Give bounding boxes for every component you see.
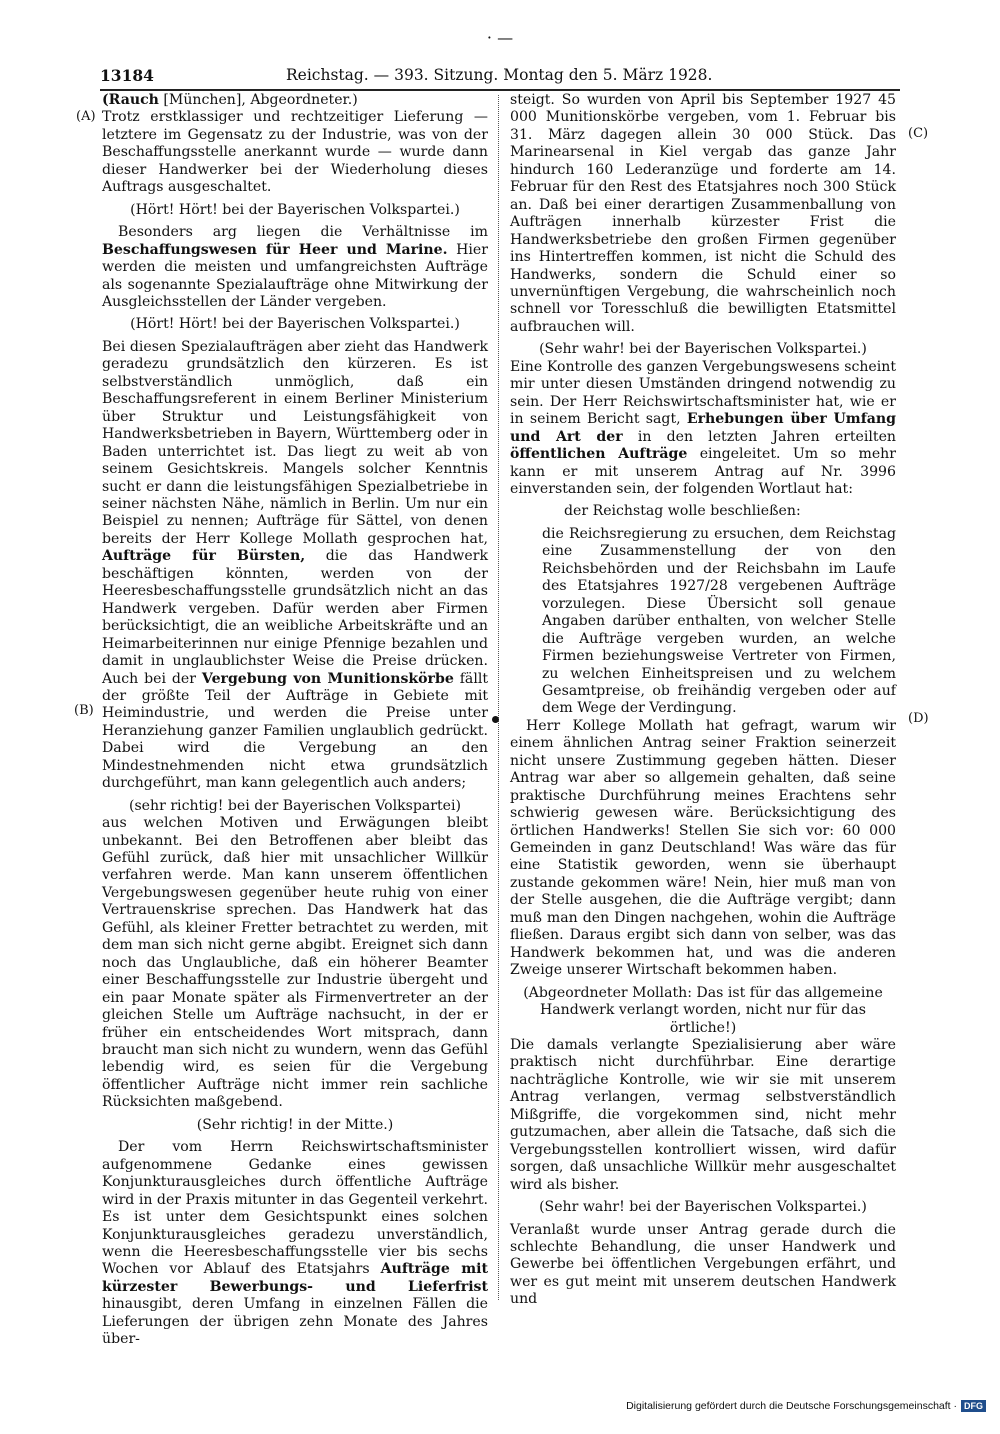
- right-interjection-1: (Sehr wahr! bei der Bayerischen Volkspartei.): [539, 341, 867, 358]
- footer-text: Digitalisierung gefördert durch die Deutsche Forschungsgemeinschaft ·: [626, 1400, 957, 1412]
- emphasis-run: Beschaffungswesen für Heer und Marine.: [102, 241, 448, 258]
- text-run: eingeleitet. Um so mehr kann er mit unserem Antrag auf Nr. 3996 einverstanden sein, der folgenden Wortlaut hat:: [510, 446, 896, 497]
- header-rule: [100, 89, 900, 91]
- motion-text: die Reichsregierung zu ersuchen, dem Reichstag eine Zusammenstellung der von den Reichsbehörden und der Reichsbahn im Laufe des Etatsjahres 1927/28 vergebenen Aufträge vorzulegen. Diese Übersicht soll genaue Angaben darüber enthalten, von welcher Stelle die Aufträge vergeben wurden, an welche Firmen beziehungsweise Vertreter von Firmen, zu welchen Einheitspreisen und zu welchem Gesamtpreise, ob freihändig vergeben oder auf dem Wege der Verdingung.: [542, 525, 896, 717]
- margin-marker-b: (B): [74, 703, 94, 718]
- running-head: Reichstag. — 393. Sitzung. Montag den 5. März 1928.: [286, 66, 713, 84]
- right-paragraph-3: Herr Kollege Mollath hat gefragt, warum wir einem ähnlichen Antrag seiner Fraktion seinerzeit nicht unsere Zustimmung gegeben hätten. Dieser Antrag war aber so allgemein gehalten, daß seine praktische Durchführung meines Erachtens sehr schwierig gewesen wäre. Berücksichtigung des örtlichen Handwerks! Stellen Sie sich vor: 60 000 Gemeinden in ganz Deutschland! Was wäre das für eine Statistik geworden, wenn sie überhaupt zustande gekommen wäre! Nein, hier muß man von der Stelle ausgehen, die die Aufträge vergibt; dann muß man den Dingen nachgehen, wohin die Aufträge fließen. Daraus ergibt sich dann von selber, was das Handwerk bekommen hat, und was die anderen Zweige unserer Wirtschaft bekommen haben.: [510, 717, 896, 979]
- footer-credit: [626, 1400, 986, 1412]
- emphasis-run: Vergebung von Munitionskörbe: [201, 670, 454, 687]
- right-interjection-2: (Abgeordneter Mollath: Das ist für das allgemeine Handwerk verlangt worden, nicht nur für das örtliche!): [523, 984, 883, 1036]
- text-run: Bei diesen Spezialaufträgen aber zieht das Handwerk geradezu grundsätzlich den kürzeren. Es ist selbstverständlich unmöglich, daß ein Beschaffungsreferent in einem Berliner Ministerium über Struktur und Leistungsfähigkeit von Handwerksbetrieben in Bayern, Württemberg oder in Baden unterrichtet ist. Das liegt zu weit ab von seinem Gesichtskreis. Mangels solcher Kenntnis sucht er dann die leistungsfähigen Spezialbetriebe in seiner nächsten Nähe, nämlich in Berlin. Um nur ein Beispiel zu nennen; Aufträge für Sättel, von denen bereits der Herr Kollege Mollath gesprochen hat,: [102, 338, 488, 547]
- speaker-line: [102, 92, 488, 109]
- text-run: hinausgibt, deren Umfang in einzelnen Fällen die Lieferungen der übrigen zehn Monate des Jahres über-: [102, 1296, 488, 1348]
- right-column: [510, 92, 896, 1309]
- speaker-name: (Rauch: [102, 92, 159, 108]
- left-column: [102, 92, 488, 1349]
- dfg-logo: DFG: [961, 1400, 986, 1412]
- left-paragraph-1: Trotz erstklassiger und rechtzeitiger Lieferung — letztere im Gegensatz zu der Industrie, was von der Beschaffungsstelle anerkannt wurde — wurde dann dieser Handwerker bei der Wiederholung dieses Auftrags ausgeschaltet.: [102, 109, 488, 196]
- margin-marker-a: (A): [76, 109, 96, 124]
- column-divider: [498, 95, 499, 1300]
- margin-marker-c: (C): [908, 126, 929, 141]
- left-paragraph-3: [102, 339, 488, 793]
- left-interjection-1: (Hört! Hört! bei der Bayerischen Volkspartei.): [130, 201, 460, 218]
- page-number: 13184: [100, 66, 154, 85]
- page-header: [100, 66, 900, 90]
- text-run: in den letzten Jahren erteilten: [622, 428, 896, 445]
- text-run: Hier werden die meisten und umfangreichsten Aufträge als sogenannte Spezialaufträge ohne Mitwirkung der Ausgleichsstellen der Länder vergeben.: [102, 241, 488, 310]
- speaker-affiliation: [München], Abgeordneter.): [158, 92, 358, 108]
- text-run: Der vom Herrn Reichswirtschaftsminister aufgenommene Gedanke eines gewissen Konjunkturausgleiches durch öffentliche Aufträge wird in der Praxis mitunter in das Gegenteil verkehrt. Es ist unter dem Gesichtspunkt eines solchen Konjunkturausgleiches geradezu unverständlich, wenn die Heeresbeschaffungsstelle vier bis sechs Wochen vor Ablauf des Etatsjahrs: [102, 1139, 488, 1278]
- right-paragraph-4: Die damals verlangte Spezialisierung aber wäre praktisch nicht durchführbar. Eine derartige nachträgliche Kontrolle, wie wir sie mit unserem Antrag verlangen, vermag selbstverständlich Mißgriffe, die vorgekommen sind, nicht mehr gutzumachen, aber allein die Tatsache, daß sich die Vergebungsstellen kontrolliert wissen, wird dafür sorgen, daß unsachliche Willkür mehr ausgeschaltet wird als bisher.: [510, 1037, 896, 1193]
- left-interjection-2: (Hört! Hört! bei der Bayerischen Volkspartei.): [130, 316, 460, 333]
- left-paragraph-2: [102, 224, 488, 311]
- text-run: Eine Kontrolle des ganzen Vergebungswesens scheint mir unter diesen Umständen dringend notwendig zu sein. Der Herr Reichswirtschaftsminister hat, wie er in seinem Bericht sagt,: [510, 358, 896, 428]
- right-paragraph-5: Veranlaßt wurde unser Antrag gerade durch die schlechte Behandlung, die unser Handwerk und Gewerbe bei öffentlichen Vergebungen erfährt, und wer es gut meint mit unserem deutschen Handwerk und: [510, 1221, 896, 1308]
- right-paragraph-2: [510, 359, 896, 499]
- text-run: Besonders arg liegen die Verhältnisse im: [118, 224, 488, 241]
- left-interjection-4: (Sehr richtig! in der Mitte.): [196, 1116, 394, 1133]
- margin-marker-d: (D): [908, 711, 929, 726]
- text-run: die das Handwerk beschäftigen könnten, werden von der Heeresbeschaffungsstelle grundsätzlich nicht an das Handwerk vergeben. Dafür werden aber Firmen berücksichtigt, die an weibliche Arbeitskräfte und an Heimarbeiterinnen nur einige Pfennige bezahlen und damit in unglaublichster Weise die Preise drücken. Auch bei der: [102, 548, 488, 687]
- emphasis-run: öffentlichen Aufträge: [510, 446, 688, 463]
- text-run: fällt der größte Teil der Aufträge in Gebiete mit Heimindustrie, und werden die Preise unter Heranziehung ganzer Familien unglaublich gedrückt. Dabei wird die Vergebung an den Mindestnehmenden nicht etwa grundsätzlich durchgeführt, man kann gelegentlich auch anders;: [102, 670, 489, 792]
- divider-bullet: [492, 716, 499, 723]
- motion-intro: der Reichstag wolle beschließen:: [564, 503, 801, 520]
- top-mark: · —: [486, 28, 514, 47]
- emphasis-run: Aufträge mit kürzester Bewerbungs- und Lieferfrist: [102, 1261, 488, 1295]
- right-interjection-3: (Sehr wahr! bei der Bayerischen Volkspartei.): [539, 1199, 867, 1216]
- left-paragraph-5: [102, 1139, 488, 1348]
- emphasis-run: Aufträge für Bürsten,: [102, 548, 306, 565]
- left-interjection-3: (sehr richtig! bei der Bayerischen Volkspartei): [128, 797, 462, 814]
- emphasis-run: Erhebungen über Umfang und Art der: [510, 411, 896, 445]
- right-paragraph-1: steigt. So wurden von April bis September 1927 45 000 Munitionskörbe vergeben, vom 1. Februar bis 31. März dagegen allein 30 000 Stück. Das Marinearsenal in Kiel vergab das ganze Jahr hindurch 160 Lederanzüge und forderte am 14. Februar für den Rest des Etatsjahres noch 300 Stück an. Daß bei einer derartigen Zusammenballung von Aufträgen innerhalb kürzester Frist die Handwerksbetriebe den großen Firmen gegenüber ins Hintertreffen kommen, ist nicht die Schuld des Handwerks, sondern die Schuld einer so unvernünftigen Vergebung, die wahrscheinlich noch schnell vor Toresschluß die bewilligten Etatsmittel aufbrauchen will.: [510, 92, 896, 335]
- left-paragraph-4: aus welchen Motiven und Erwägungen bleibt unbekannt. Bei den Betroffenen aber bleibt das Gefühl zurück, daß hier mit unsachlicher Willkür verfahren werde. Man kann unserem öffentlichen Vergebungswesen gegenüber heute ruhig von einer Vertrauenskrise sprechen. Das Handwerk hat das Gefühl, als kleiner Fretter betrachtet zu werden, mit dem man sich nicht gerne abgibt. Ereignet sich dann noch das Unglaubliche, daß ein höherer Beamter einer Beschaffungsstelle zur Industrie übergeht und ein paar Monate später als Firmenvertreter an der gleichen Stelle um Aufträge nachsucht, in der er früher ein entscheidendes Wort mitsprach, dann braucht man sich nicht zu wundern, wenn das Gefühl lebendig wird, es seien für die Vergebung öffentlicher Aufträge nicht immer rein sachliche Rücksichten maßgebend.: [102, 815, 488, 1111]
